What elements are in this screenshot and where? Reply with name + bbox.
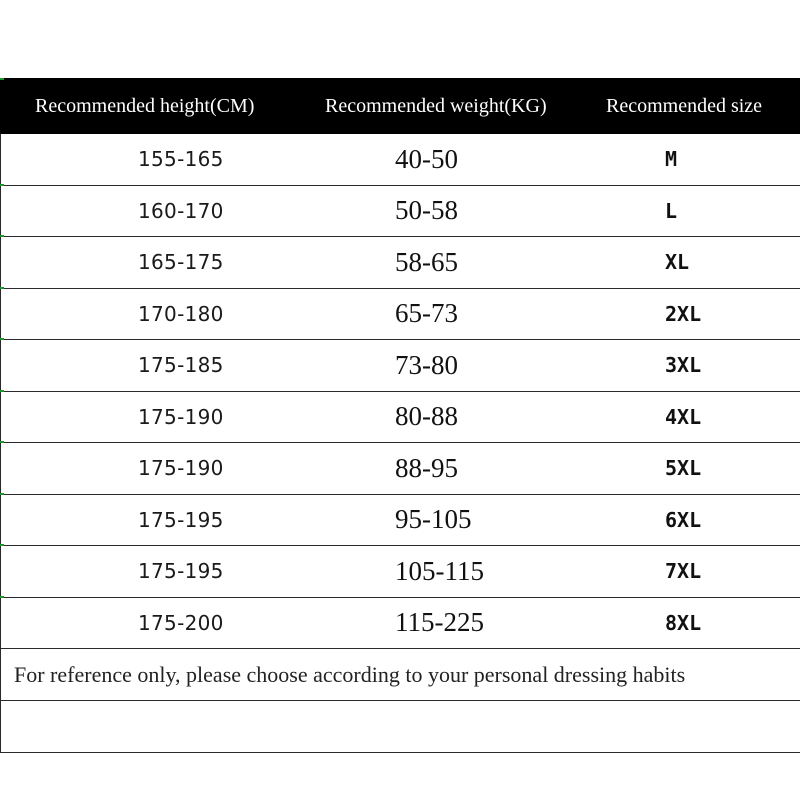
row-marker-tick	[0, 596, 4, 598]
weight-cell: 88-95	[395, 452, 458, 483]
table-row	[0, 392, 800, 444]
weight-cell: 58-65	[395, 246, 458, 277]
height-cell: 170-180	[138, 301, 224, 326]
height-cell: 175-200	[138, 610, 224, 635]
height-cell: 165-175	[138, 250, 224, 275]
size-cell: L	[665, 198, 678, 223]
table-row	[0, 237, 800, 289]
header-weight: Recommended weight(KG)	[325, 94, 547, 117]
weight-cell: 95-105	[395, 504, 472, 535]
size-cell: 6XL	[665, 507, 702, 532]
row-marker-tick	[0, 184, 4, 186]
row-marker-tick	[0, 338, 4, 340]
table-header	[0, 78, 800, 134]
table-row	[0, 134, 800, 186]
height-cell: 160-170	[138, 198, 224, 223]
height-cell: 175-190	[138, 404, 224, 429]
size-cell: XL	[665, 250, 690, 275]
table-row	[0, 495, 800, 547]
size-cell: 7XL	[665, 559, 702, 584]
header-size: Recommended size	[606, 94, 763, 117]
table-row	[0, 546, 800, 598]
weight-cell: 50-58	[395, 195, 458, 226]
size-cell: 3XL	[665, 353, 702, 378]
table-row	[0, 598, 800, 650]
weight-cell: 105-115	[395, 555, 484, 586]
weight-cell: 80-88	[395, 401, 458, 432]
table-row	[0, 289, 800, 341]
weight-cell: 40-50	[395, 143, 458, 174]
row-marker-tick	[0, 441, 4, 443]
weight-cell: 73-80	[395, 349, 458, 380]
size-chart-table	[0, 78, 800, 753]
reference-note: For reference only, please choose according to your personal dressing habits	[0, 649, 800, 701]
height-cell: 175-195	[138, 559, 224, 584]
height-cell: 175-195	[138, 507, 224, 532]
size-cell: 2XL	[665, 301, 702, 326]
weight-cell: 115-225	[395, 607, 484, 638]
height-cell: 175-190	[138, 456, 224, 481]
size-cell: 8XL	[665, 610, 702, 635]
row-marker-tick	[0, 287, 4, 289]
table-row	[0, 186, 800, 238]
header-height: Recommended height(CM)	[35, 94, 255, 117]
height-cell: 175-185	[138, 353, 224, 378]
height-cell: 155-165	[138, 147, 224, 172]
size-cell: 4XL	[665, 404, 702, 429]
row-marker-tick	[0, 544, 4, 546]
table-row	[0, 340, 800, 392]
row-marker-tick	[0, 390, 4, 392]
size-cell: M	[665, 147, 678, 172]
size-cell: 5XL	[665, 456, 702, 481]
row-marker-tick	[0, 78, 4, 80]
row-marker-tick	[0, 235, 4, 237]
row-marker-tick	[0, 493, 4, 495]
empty-row	[0, 701, 800, 753]
weight-cell: 65-73	[395, 298, 458, 329]
table-row	[0, 443, 800, 495]
